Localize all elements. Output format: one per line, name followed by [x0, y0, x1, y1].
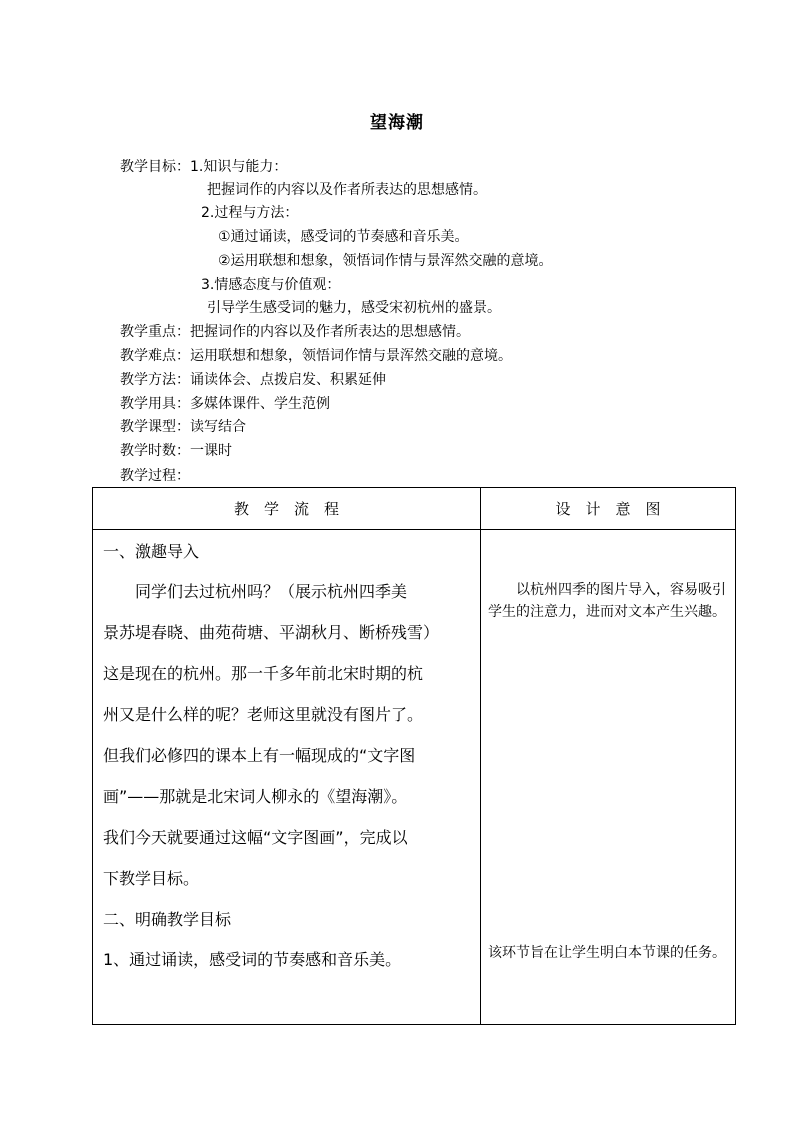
objective-1-text: 把握词作的内容以及作者所表达的思想感情。	[207, 182, 487, 198]
meta-label: 教学难点：	[120, 348, 190, 364]
meta-row	[120, 467, 190, 485]
flow-line: 我们今天就要通过这幅“文字图画”，完成以	[103, 828, 408, 847]
meta-row	[120, 323, 470, 341]
objective-2-item-1: ①通过诵读，感受词的节奏感和音乐美。	[218, 229, 469, 245]
meta-label: 教学重点：	[120, 324, 190, 340]
meta-value: 把握词作的内容以及作者所表达的思想感情。	[190, 324, 470, 340]
meta-value: 多媒体课件、学生范例	[190, 396, 330, 412]
objective-3-title: 3.情感态度与价值观：	[201, 277, 341, 293]
lesson-table	[92, 487, 736, 1025]
objectives-label: 教学目标：	[120, 159, 190, 175]
objectives-row	[120, 158, 287, 176]
meta-label: 教学时数：	[120, 443, 190, 459]
page-title: 望海潮	[370, 113, 424, 133]
flow-line: 下教学目标。	[103, 869, 200, 888]
design-note: 以杭州四季的图片导入，容易吸引学生的注意力，进而对文本产生兴趣。	[488, 582, 726, 620]
header-flow: 教 学 流 程	[93, 488, 481, 530]
meta-value: 诵读体会、点拨启发、积累延伸	[190, 372, 386, 388]
objective-3-text: 引导学生感受词的魅力，感受宋初杭州的盛景。	[207, 300, 501, 316]
flow-line: 州又是什么样的呢？老师这里就没有图片了。	[103, 705, 424, 724]
flow-cell	[93, 530, 481, 1025]
meta-row	[120, 395, 330, 413]
flow-line: 二、明确教学目标	[103, 910, 232, 929]
flow-line: 一、激趣导入	[103, 542, 200, 561]
objective-2-title: 2.过程与方法：	[201, 205, 299, 221]
meta-row	[120, 418, 246, 436]
flow-line: 但我们必修四的课本上有一幅现成的“文字图	[103, 746, 416, 765]
meta-row	[120, 371, 386, 389]
meta-label: 教学方法：	[120, 372, 190, 388]
meta-row	[120, 442, 232, 460]
flow-line: 1、通过诵读，感受词的节奏感和音乐美。	[103, 950, 402, 969]
objective-2-item-2: ②运用联想和想象，领悟词作情与景浑然交融的意境。	[218, 253, 553, 269]
meta-value: 一课时	[190, 443, 232, 459]
meta-value: 运用联想和想象，领悟词作情与景浑然交融的意境。	[190, 348, 512, 364]
meta-label: 教学用具：	[120, 396, 190, 412]
objective-1-title: 1.知识与能力：	[190, 159, 288, 175]
meta-label: 教学过程：	[120, 468, 190, 484]
design-note: 该环节旨在让学生明白本节课的任务。	[488, 945, 726, 961]
meta-label: 教学课型：	[120, 419, 190, 435]
flow-line: 画”——那就是北宋词人柳永的《望海潮》。	[103, 787, 408, 806]
flow-line: 景苏堤春晓、曲苑荷塘、平湖秋月、断桥残雪）	[103, 623, 440, 642]
meta-value: 读写结合	[190, 419, 246, 435]
meta-row	[120, 347, 512, 365]
flow-line: 这是现在的杭州。那一千多年前北宋时期的杭	[103, 664, 424, 683]
flow-line: 同学们去过杭州吗？（展示杭州四季美	[103, 582, 408, 601]
header-design-intent: 设 计 意 图	[481, 488, 736, 530]
design-intent-cell	[481, 530, 736, 1025]
